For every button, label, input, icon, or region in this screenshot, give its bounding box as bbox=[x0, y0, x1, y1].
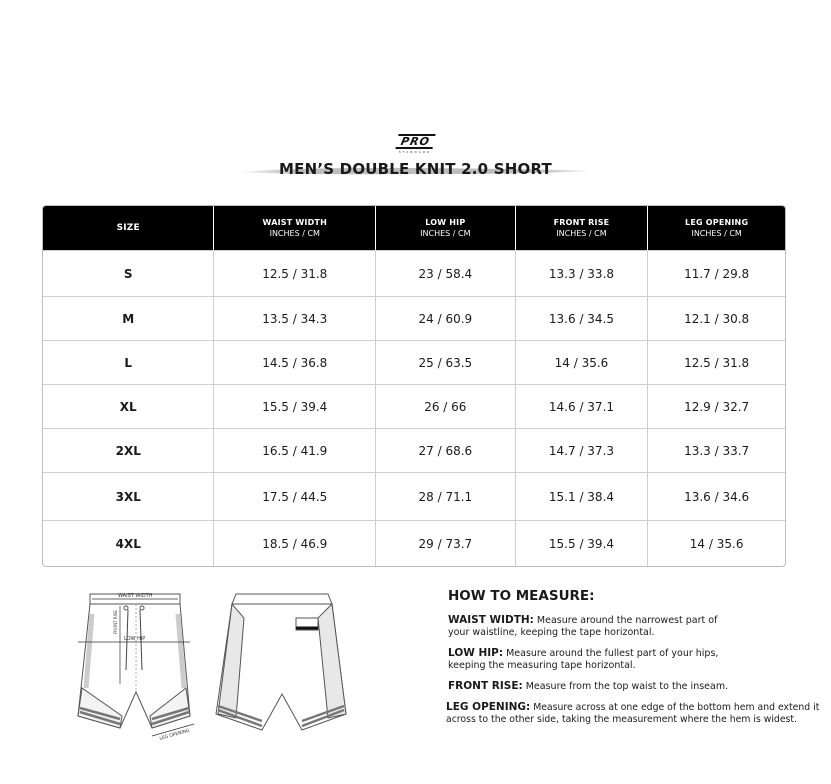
waist-cell: 12.5 / 31.8 bbox=[213, 250, 375, 296]
waist-cell: 18.5 / 46.9 bbox=[213, 520, 375, 566]
instruction-text: Measure around the fullest part of your hips, bbox=[503, 648, 719, 659]
hip-cell: 28 / 71.1 bbox=[375, 472, 515, 520]
leg-cell: 12.5 / 31.8 bbox=[647, 340, 785, 384]
instruction-leg bbox=[446, 701, 826, 726]
instruction-text: Measure around the narrowest part of bbox=[533, 615, 718, 626]
header-front-rise: FRONT RISE INCHES / CM bbox=[515, 206, 648, 250]
rise-cell: 13.3 / 33.8 bbox=[515, 250, 648, 296]
hip-cell: 23 / 58.4 bbox=[375, 250, 515, 296]
brand-logo bbox=[388, 134, 442, 152]
rise-cell: 13.6 / 34.5 bbox=[515, 296, 648, 340]
instruction-waist bbox=[448, 614, 826, 639]
instruction-text: Measure across at one edge of the bottom hem and extend it bbox=[530, 702, 820, 713]
rise-cell: 14 / 35.6 bbox=[515, 340, 648, 384]
leg-cell: 12.9 / 32.7 bbox=[647, 384, 785, 428]
size-chart-table bbox=[42, 205, 786, 567]
diagram-leg-label: LEG OPENING bbox=[159, 728, 191, 742]
table-row bbox=[43, 472, 785, 520]
waist-cell: 17.5 / 44.5 bbox=[213, 472, 375, 520]
size-cell: S bbox=[43, 250, 213, 296]
how-to-title: HOW TO MEASURE: bbox=[448, 588, 595, 604]
size-cell: 4XL bbox=[43, 520, 213, 566]
header-low-hip: LOW HIP INCHES / CM bbox=[375, 206, 515, 250]
instruction-term: LEG OPENING: bbox=[446, 701, 531, 713]
hip-cell: 25 / 63.5 bbox=[375, 340, 515, 384]
header-leg-opening: LEG OPENING INCHES / CM bbox=[647, 206, 785, 250]
how-to-measure bbox=[446, 588, 826, 734]
rise-cell: 14.6 / 37.1 bbox=[515, 384, 648, 428]
table-row bbox=[43, 384, 785, 428]
hip-cell: 27 / 68.6 bbox=[375, 428, 515, 472]
size-cell: 3XL bbox=[43, 472, 213, 520]
table-row bbox=[43, 340, 785, 384]
rise-cell: 14.7 / 37.3 bbox=[515, 428, 648, 472]
diagram-hip-label: LOW HIP bbox=[124, 636, 146, 642]
table-row bbox=[43, 250, 785, 296]
instruction-term: LOW HIP: bbox=[448, 647, 504, 659]
size-cell: XL bbox=[43, 384, 213, 428]
front-short-illustration bbox=[78, 594, 190, 728]
hip-cell: 24 / 60.9 bbox=[375, 296, 515, 340]
page-title: MEN’S DOUBLE KNIT 2.0 SHORT bbox=[279, 160, 552, 178]
back-short-illustration bbox=[216, 594, 346, 730]
logo-subtext: STANDARD bbox=[398, 150, 432, 154]
diagram-rise-label: FRONT RISE bbox=[113, 610, 118, 634]
measurement-diagram bbox=[56, 588, 416, 748]
logo-wordmark: PRO bbox=[395, 134, 435, 149]
table-header-row bbox=[43, 206, 785, 250]
rise-cell: 15.5 / 39.4 bbox=[515, 520, 648, 566]
hip-cell: 26 / 66 bbox=[375, 384, 515, 428]
waist-cell: 16.5 / 41.9 bbox=[213, 428, 375, 472]
waist-cell: 15.5 / 39.4 bbox=[213, 384, 375, 428]
leg-cell: 12.1 / 30.8 bbox=[647, 296, 785, 340]
instruction-text-2: keeping the measuring tape horizontal. bbox=[448, 660, 636, 671]
leg-cell: 14 / 35.6 bbox=[647, 520, 785, 566]
instruction-hip bbox=[448, 647, 826, 672]
instruction-rise bbox=[448, 680, 826, 693]
instruction-text-2: your waistline, keeping the tape horizontal. bbox=[448, 627, 655, 638]
instruction-text: Measure from the top waist to the inseam. bbox=[522, 681, 729, 692]
size-cell: L bbox=[43, 340, 213, 384]
rise-cell: 15.1 / 38.4 bbox=[515, 472, 648, 520]
waist-cell: 13.5 / 34.3 bbox=[213, 296, 375, 340]
header-waist-width: WAIST WIDTH INCHES / CM bbox=[213, 206, 375, 250]
waist-cell: 14.5 / 36.8 bbox=[213, 340, 375, 384]
instruction-term: FRONT RISE: bbox=[448, 680, 523, 692]
table-row bbox=[43, 428, 785, 472]
size-cell: 2XL bbox=[43, 428, 213, 472]
instruction-text-2: across to the other side, taking the measurement where the hem is widest. bbox=[446, 714, 798, 725]
header-size: SIZE bbox=[43, 206, 213, 250]
leg-cell: 11.7 / 29.8 bbox=[647, 250, 785, 296]
table-row bbox=[43, 520, 785, 566]
leg-cell: 13.3 / 33.7 bbox=[647, 428, 785, 472]
table-row bbox=[43, 296, 785, 340]
instruction-term: WAIST WIDTH: bbox=[448, 614, 534, 626]
hip-cell: 29 / 73.7 bbox=[375, 520, 515, 566]
size-cell: M bbox=[43, 296, 213, 340]
diagram-waist-label: WAIST WIDTH bbox=[118, 593, 153, 599]
leg-cell: 13.6 / 34.6 bbox=[647, 472, 785, 520]
